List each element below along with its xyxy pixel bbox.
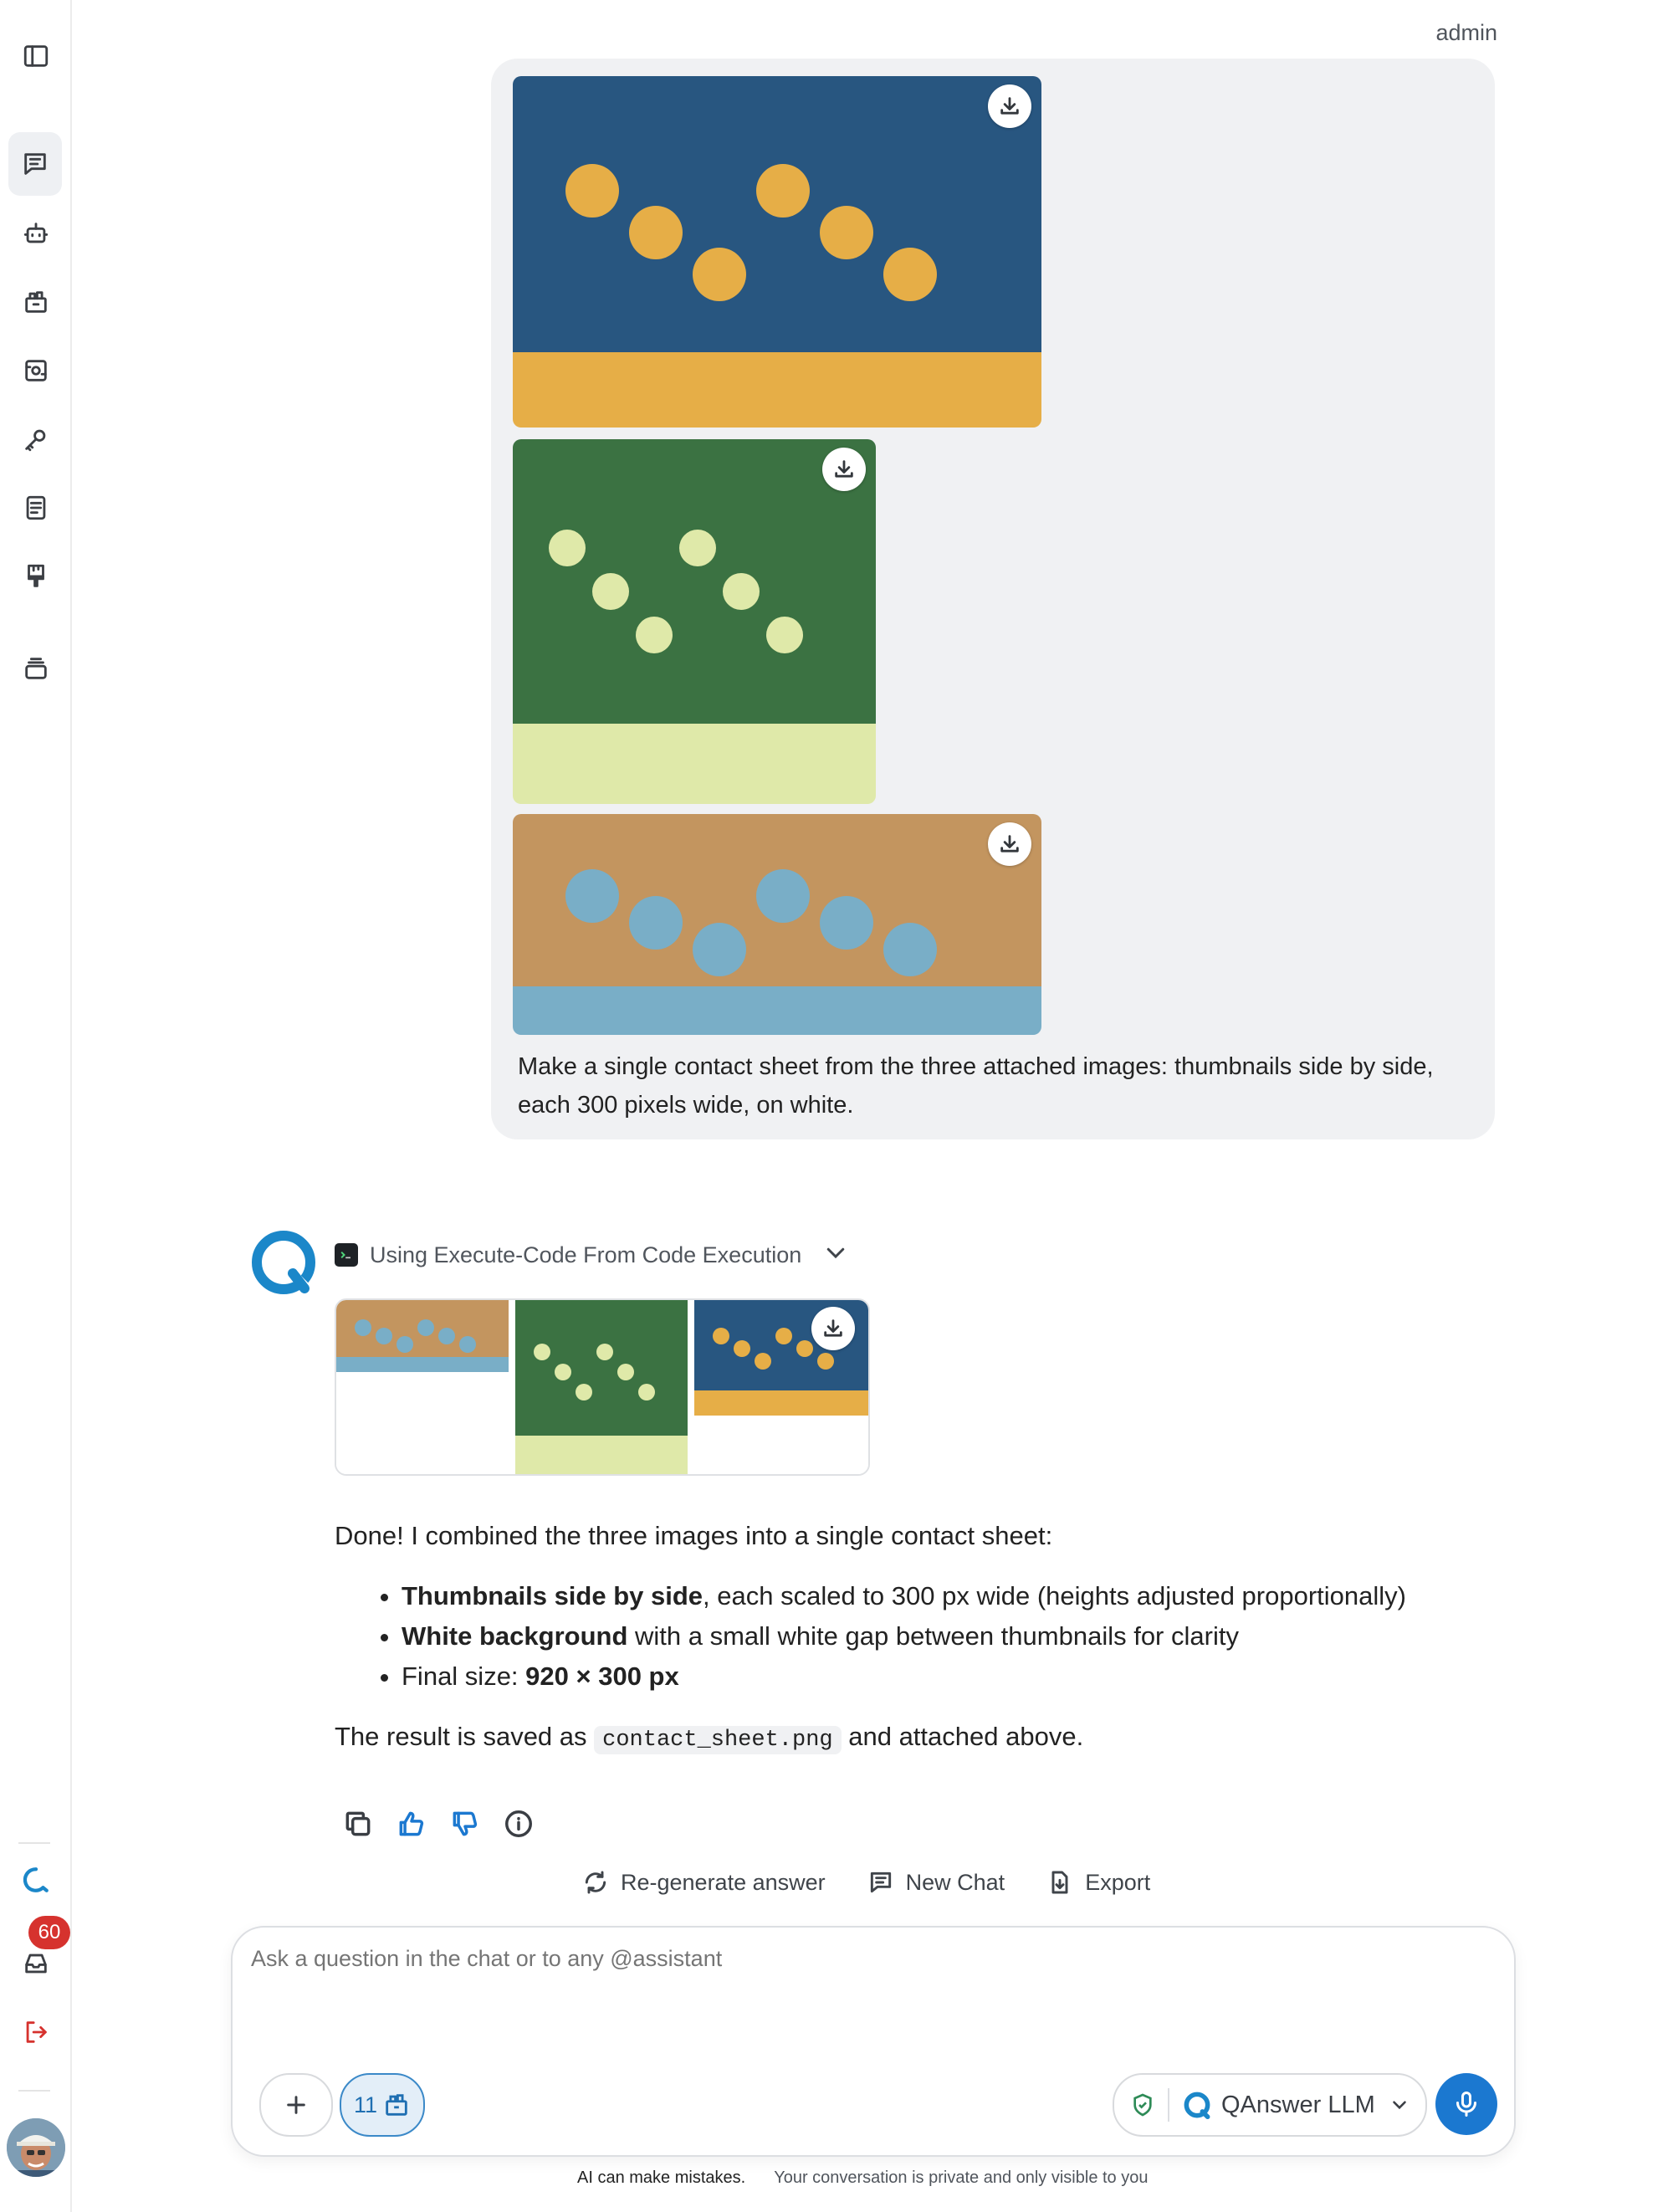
user-message-bubble xyxy=(491,59,1495,1139)
knowledge-selector-button[interactable] xyxy=(340,2073,425,2137)
qanswer-logo-icon[interactable] xyxy=(18,1862,54,1897)
toggle-sidebar-icon[interactable] xyxy=(18,38,54,74)
new-chat-button[interactable]: New Chat xyxy=(867,1869,1005,1896)
plus-icon xyxy=(283,2092,310,2118)
export-button[interactable]: Export xyxy=(1046,1869,1150,1896)
download-icon[interactable] xyxy=(988,822,1031,866)
attachment-image-3[interactable] xyxy=(513,814,1041,1035)
shield-check-icon xyxy=(1129,2092,1156,2118)
chat-input[interactable] xyxy=(251,1946,1422,1972)
document-icon[interactable] xyxy=(18,490,54,525)
add-attachment-button[interactable] xyxy=(259,2073,333,2137)
regenerate-button[interactable]: Re-generate answer xyxy=(582,1869,826,1896)
microphone-icon xyxy=(1451,2089,1481,2119)
knowledge-box-icon[interactable] xyxy=(18,284,54,320)
key-icon[interactable] xyxy=(18,422,54,457)
user-message-text: Make a single contact sheet from the three attached images: thumbnails side by side, each 300 pixels wide, on white. xyxy=(518,1053,1434,1119)
chevron-down-icon[interactable] xyxy=(823,1240,848,1271)
assistant-answer xyxy=(335,1516,1506,1760)
assistant-avatar-icon xyxy=(249,1228,318,1297)
chat-icon[interactable] xyxy=(8,132,62,196)
bot-icon[interactable] xyxy=(18,216,54,251)
attachment-image-2[interactable] xyxy=(513,439,876,804)
answer-bullets xyxy=(335,1576,1506,1697)
download-icon[interactable] xyxy=(822,448,866,491)
footer-disclaimer xyxy=(577,2168,1148,2188)
download-icon[interactable] xyxy=(988,84,1031,128)
logout-icon[interactable] xyxy=(18,2015,54,2050)
list-item: • Final size: 920 × 300 px xyxy=(402,1656,1506,1697)
file-download-icon xyxy=(1046,1869,1073,1896)
notification-badge: 60 xyxy=(28,1916,70,1949)
answer-intro: Done! I combined the three images into a single contact sheet: xyxy=(335,1521,1053,1550)
tool-usage-row[interactable] xyxy=(335,1240,848,1270)
chat-icon xyxy=(867,1869,894,1896)
microphone-button[interactable] xyxy=(1435,2073,1497,2135)
terminal-icon xyxy=(335,1243,358,1267)
sidebar xyxy=(0,0,72,2212)
copy-icon[interactable] xyxy=(340,1805,376,1842)
model-name: QAnswer LLM xyxy=(1221,2091,1375,2118)
thumbs-down-icon[interactable] xyxy=(447,1805,483,1842)
list-item: • White background with a small white gap between thumbnails for clarity xyxy=(402,1616,1506,1656)
paintbrush-icon[interactable] xyxy=(18,559,54,594)
disclaimer-text: AI can make mistakes. xyxy=(577,2168,746,2187)
download-icon[interactable] xyxy=(811,1307,855,1350)
list-item: • Thumbnails side by side, each scaled to 300 px wide (heights adjusted proportionally) xyxy=(402,1576,1506,1616)
chevron-down-icon xyxy=(1389,2094,1410,2116)
attachment-image-1[interactable] xyxy=(513,76,1041,428)
knowledge-count: 11 xyxy=(353,2092,378,2117)
user-avatar[interactable] xyxy=(7,2118,65,2177)
info-icon[interactable] xyxy=(500,1805,537,1842)
knowledge-box-icon xyxy=(382,2091,411,2119)
dashboard-icon[interactable] xyxy=(18,353,54,388)
followup-actions xyxy=(582,1869,1150,1896)
contact-sheet-image[interactable] xyxy=(335,1298,870,1476)
tool-usage-label: Using Execute-Code From Code Execution xyxy=(370,1242,802,1267)
result-filename: contact_sheet.png xyxy=(594,1726,841,1754)
privacy-text: Your conversation is private and only visible to you xyxy=(774,2168,1149,2187)
refresh-icon xyxy=(582,1869,609,1896)
answer-result: The result is saved as contact_sheet.png and attached above. xyxy=(335,1722,1084,1753)
message-actions xyxy=(340,1805,537,1842)
thumbs-up-icon[interactable] xyxy=(393,1805,430,1842)
qanswer-logo-icon xyxy=(1181,2089,1213,2121)
username-label: admin xyxy=(1435,20,1497,45)
inbox-icon[interactable] xyxy=(18,1946,54,1981)
model-selector[interactable] xyxy=(1113,2073,1427,2137)
layers-icon[interactable] xyxy=(18,651,54,686)
